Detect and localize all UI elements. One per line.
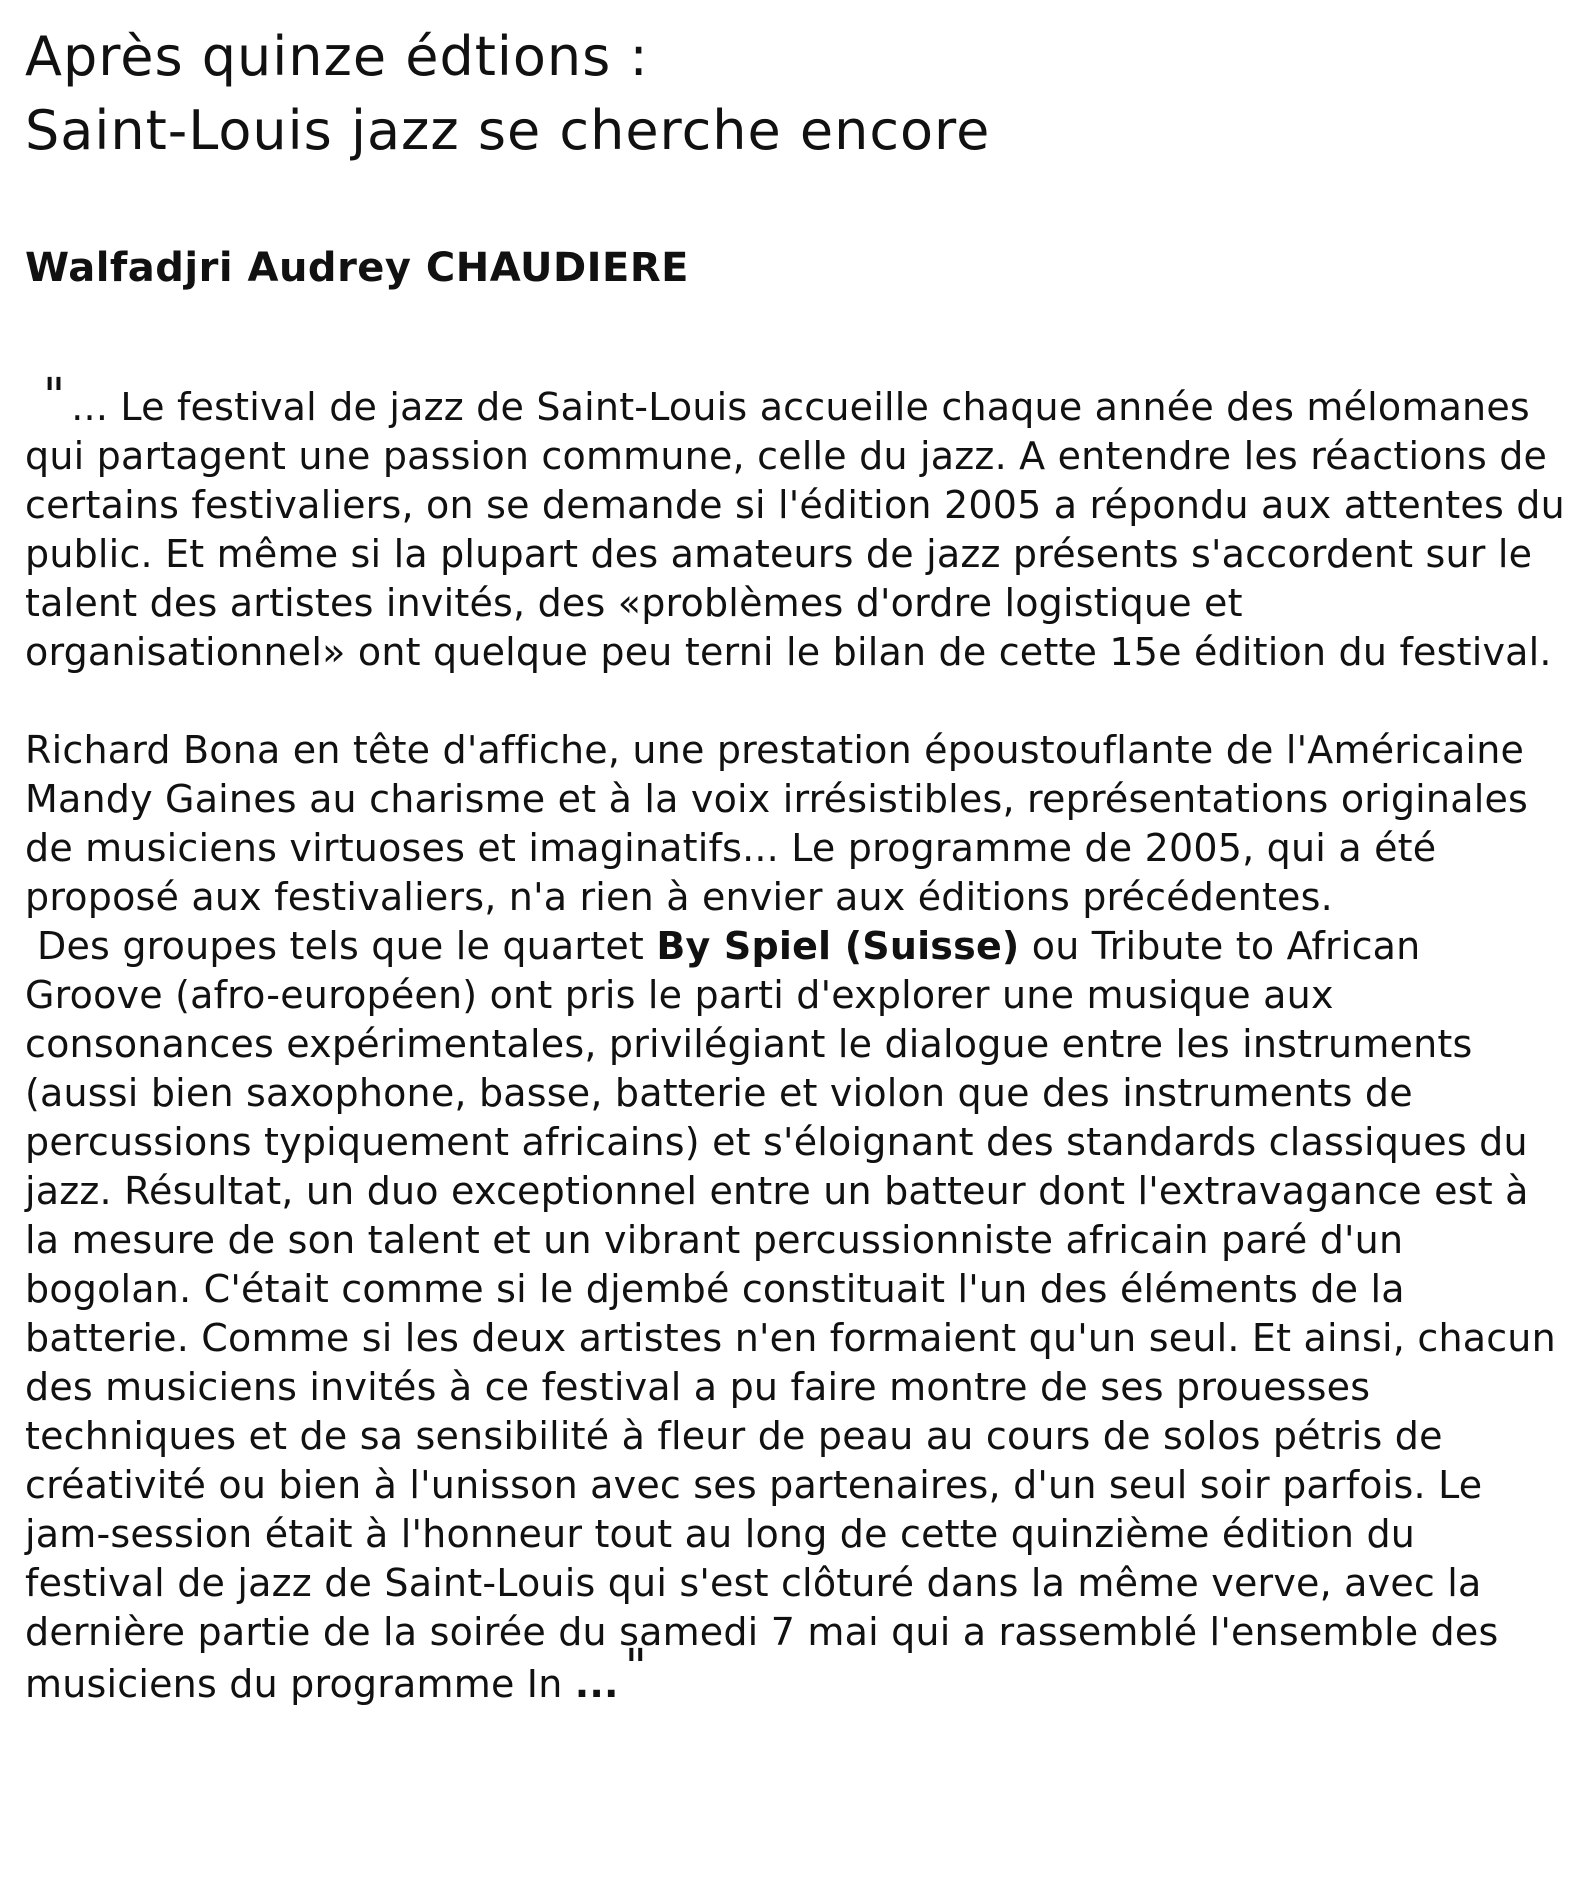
title-line-2: Saint-Louis jazz se cherche encore bbox=[25, 99, 991, 162]
opening-quote-mark: " bbox=[43, 368, 66, 424]
paragraph-program: Richard Bona en tête d'affiche, une prestation époustouflante de l'Américaine Mandy Gaines au charisme et à la voix irrésistibles, représentations originales de musiciens virtuoses et imaginatifs... Le programme de 2005, qui a été proposé aux festivaliers, n'a rien à envier aux éditions précédentes. bbox=[25, 728, 1529, 919]
paragraph-groups-text-after: ou Tribute to African Groove (afro-européen) ont pris le parti d'explorer une musique aux consonances expérimentales, privilégiant le dialogue entre les instruments (aussi bien saxophone, basse, batterie et violon que des instruments de percussions typiquement africains) et s'éloignant des standards classiques du jazz. Résultat, un duo exceptionnel entre un batteur dont l'extravagance est à la mesure de son talent et un vibrant percussionniste africain paré d'un bogolan. C'était comme si le djembé constituait l'un des éléments de la batterie. Comme si les deux artistes n'en formaient qu'un seul. Et ainsi, chacun des musiciens invités à ce festival a pu faire montre de ses prouesses techniques et de sa sensibilité à fleur de peau au cours de solos pétris de créativité ou bien à l'unisson avec ses partenaires, d'un seul soir parfois. Le jam-session était à l'honneur tout au long de cette quinzième édition du festival de jazz de Saint-Louis qui s'est clôturé dans la même verve, avec la dernière partie de la soirée du samedi 7 mai qui a rassemblé l'ensemble des musiciens du programme In bbox=[25, 924, 1556, 1706]
closing-ellipsis: ... bbox=[574, 1662, 619, 1706]
opening-ellipsis: ... bbox=[71, 385, 109, 429]
band-name-highlight: By Spiel (Suisse) bbox=[656, 924, 1020, 968]
article-title bbox=[25, 20, 1565, 168]
author-byline: Walfadjri Audrey CHAUDIERE bbox=[25, 245, 689, 291]
article-body bbox=[25, 368, 1565, 1709]
article-page bbox=[25, 20, 1565, 1706]
paragraph-groups bbox=[25, 922, 1565, 1709]
title-line-1: Après quinze édtions : bbox=[25, 25, 649, 88]
closing-quote-mark: " bbox=[624, 1639, 647, 1695]
paragraph-intro bbox=[25, 368, 1565, 677]
paragraph-groups-text-before: Des groupes tels que le quartet bbox=[37, 924, 657, 968]
paragraph-intro-text: Le festival de jazz de Saint-Louis accueille chaque année des mélomanes qui partagent une passion commune, celle du jazz. A entendre les réactions de certains festivaliers, on se demande si l'édition 2005 a répondu aux attentes du public. Et même si la plupart des amateurs de jazz présents s'accordent sur le talent des artistes invités, des «problèmes d'ordre logistique et organisationnel» ont quelque peu terni le bilan de cette 15e édition du festival. bbox=[25, 385, 1565, 674]
